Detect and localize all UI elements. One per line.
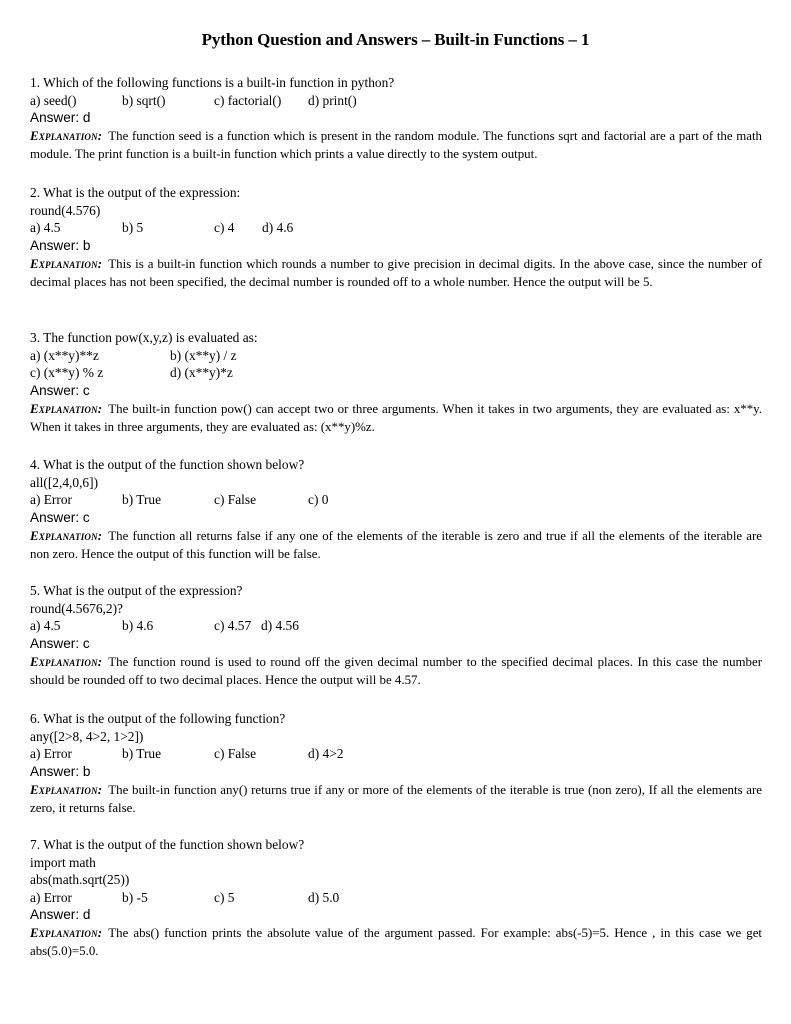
answer-value: c [82,509,90,525]
option-b: b) 4.6 [122,618,154,634]
answer-label: Answer: [30,907,80,923]
question-text: 2. What is the output of the expression: [30,185,241,200]
question-text: 3. The function pow(x,y,z) is evaluated as: [30,330,258,345]
code-line: import math [30,854,96,870]
explanation-text: The function seed is a function which is present in the random module. The functions sqrt and factorial are a part of the math module. The print function is a built-in function which prints a value directly to the system output. [30,129,762,162]
option-c: c) 5 [214,889,235,905]
question-text: 5. What is the output of the expression? [30,583,243,598]
code-line: any([2>8, 4>2, 1>2]) [30,728,144,744]
option-b: b) (x**y) / z [170,347,237,363]
answer-label: Answer: [30,509,80,525]
option-b: b) True [122,492,162,508]
answer-line [30,763,762,781]
option-c: c) False [214,492,257,508]
explanation [30,400,762,436]
code-line: round(4.5676,2)? [30,600,123,616]
question-block [30,184,762,291]
option-d: d) print() [308,92,357,108]
explanation [30,127,762,163]
explanation [30,781,762,817]
answer-label: Answer: [30,635,80,651]
options-row [30,219,762,237]
explanation-label: Explanation: [30,782,103,797]
page-title: Python Question and Answers – Built-in Functions – 1 [201,30,590,49]
option-c: c) factorial() [214,92,282,108]
explanation [30,527,762,563]
explanation-text: The abs() function prints the absolute value of the argument passed. For example: abs(-5)=5. Hence , in this case we get abs(5.0)=5.0. [30,926,762,959]
answer-value: c [82,635,90,651]
option-b: b) 5 [122,220,144,236]
answer-value: b [82,763,91,779]
question-text: 6. What is the output of the following function? [30,711,286,726]
question-block [30,74,762,163]
answer-value: b [82,237,91,253]
option-c: c) 0 [308,492,329,508]
explanation-label: Explanation: [30,129,103,144]
question-block [30,582,762,689]
option-d: d) 5.0 [308,889,340,905]
option-c: c) 4 [214,220,235,236]
options-row [30,617,762,635]
explanation [30,653,762,689]
option-d: d) 4.6 [262,220,294,236]
answer-value: d [82,907,91,923]
explanation-label: Explanation: [30,654,103,669]
answer-line [30,382,762,400]
question-block [30,836,762,960]
answer-line [30,237,762,255]
options-row [30,889,762,907]
explanation-text: This is a built-in function which rounds a number to give precision in decimal digits. In the above case, since the number of decimal places has not been specified, the decimal number is rounded off to a whole number. Hence the output will be 5. [30,256,762,289]
options-row [30,491,762,509]
question-text: 7. What is the output of the function shown below? [30,837,305,852]
answer-line [30,509,762,527]
explanation-text: The built-in function any() returns true if any or more of the elements of the iterable is true (non zero), If all the elements are zero, it returns false. [30,782,762,815]
code-line: round(4.576) [30,202,101,218]
option-b: b) True [122,746,162,762]
question-block [30,329,762,436]
options-row [30,364,762,382]
answer-label: Answer: [30,237,80,253]
options-row [30,347,762,365]
explanation-label: Explanation: [30,926,103,941]
option-a: a) 4.5 [30,220,61,236]
answer-label: Answer: [30,763,80,779]
option-c: c) False [214,746,257,762]
options-row [30,92,762,110]
option-a: a) (x**y)**z [30,347,99,363]
answer-line [30,109,762,127]
code-line: abs(math.sqrt(25)) [30,872,130,888]
option-a: a) Error [30,746,73,762]
option-a: a) 4.5 [30,618,61,634]
answer-value: c [82,382,90,398]
answer-label: Answer: [30,110,80,126]
explanation-label: Explanation: [30,256,103,271]
explanation-label: Explanation: [30,528,103,543]
question-block [30,456,762,563]
answer-line [30,906,762,924]
explanation-text: The function round is used to round off the given decimal number to the specified decimal places. In this case the number should be rounded off to two decimal places. Hence the output will be 4.57. [30,654,762,687]
option-a: a) Error [30,889,73,905]
answer-value: d [82,110,91,126]
option-c: c) (x**y) % z [30,365,104,381]
option-b: b) -5 [122,889,148,905]
option-c: c) 4.57 [214,618,252,634]
explanation [30,924,762,960]
option-d: d) 4.56 [261,618,299,634]
question-text: 1. Which of the following functions is a built-in function in python? [30,75,395,90]
explanation-text: The function all returns false if any one of the elements of the iterable is zero and true if all the elements of the iterable are non zero. Hence the output of this function will be false. [30,528,762,561]
option-d: d) (x**y)*z [170,365,233,381]
explanation-label: Explanation: [30,401,103,416]
option-d: d) 4>2 [308,746,344,762]
question-block [30,710,762,817]
code-line: all([2,4,0,6]) [30,474,99,490]
answer-label: Answer: [30,382,80,398]
answer-line [30,635,762,653]
options-row [30,745,762,763]
question-text: 4. What is the output of the function shown below? [30,457,305,472]
option-a: a) seed() [30,92,77,108]
option-b: b) sqrt() [122,92,166,108]
explanation-text: The built-in function pow() can accept two or three arguments. When it takes in two arguments, they are evaluated as: x**y. When it takes in three arguments, they are evaluated as: (x**y)%z. [30,401,762,434]
option-a: a) Error [30,492,73,508]
explanation [30,255,762,291]
